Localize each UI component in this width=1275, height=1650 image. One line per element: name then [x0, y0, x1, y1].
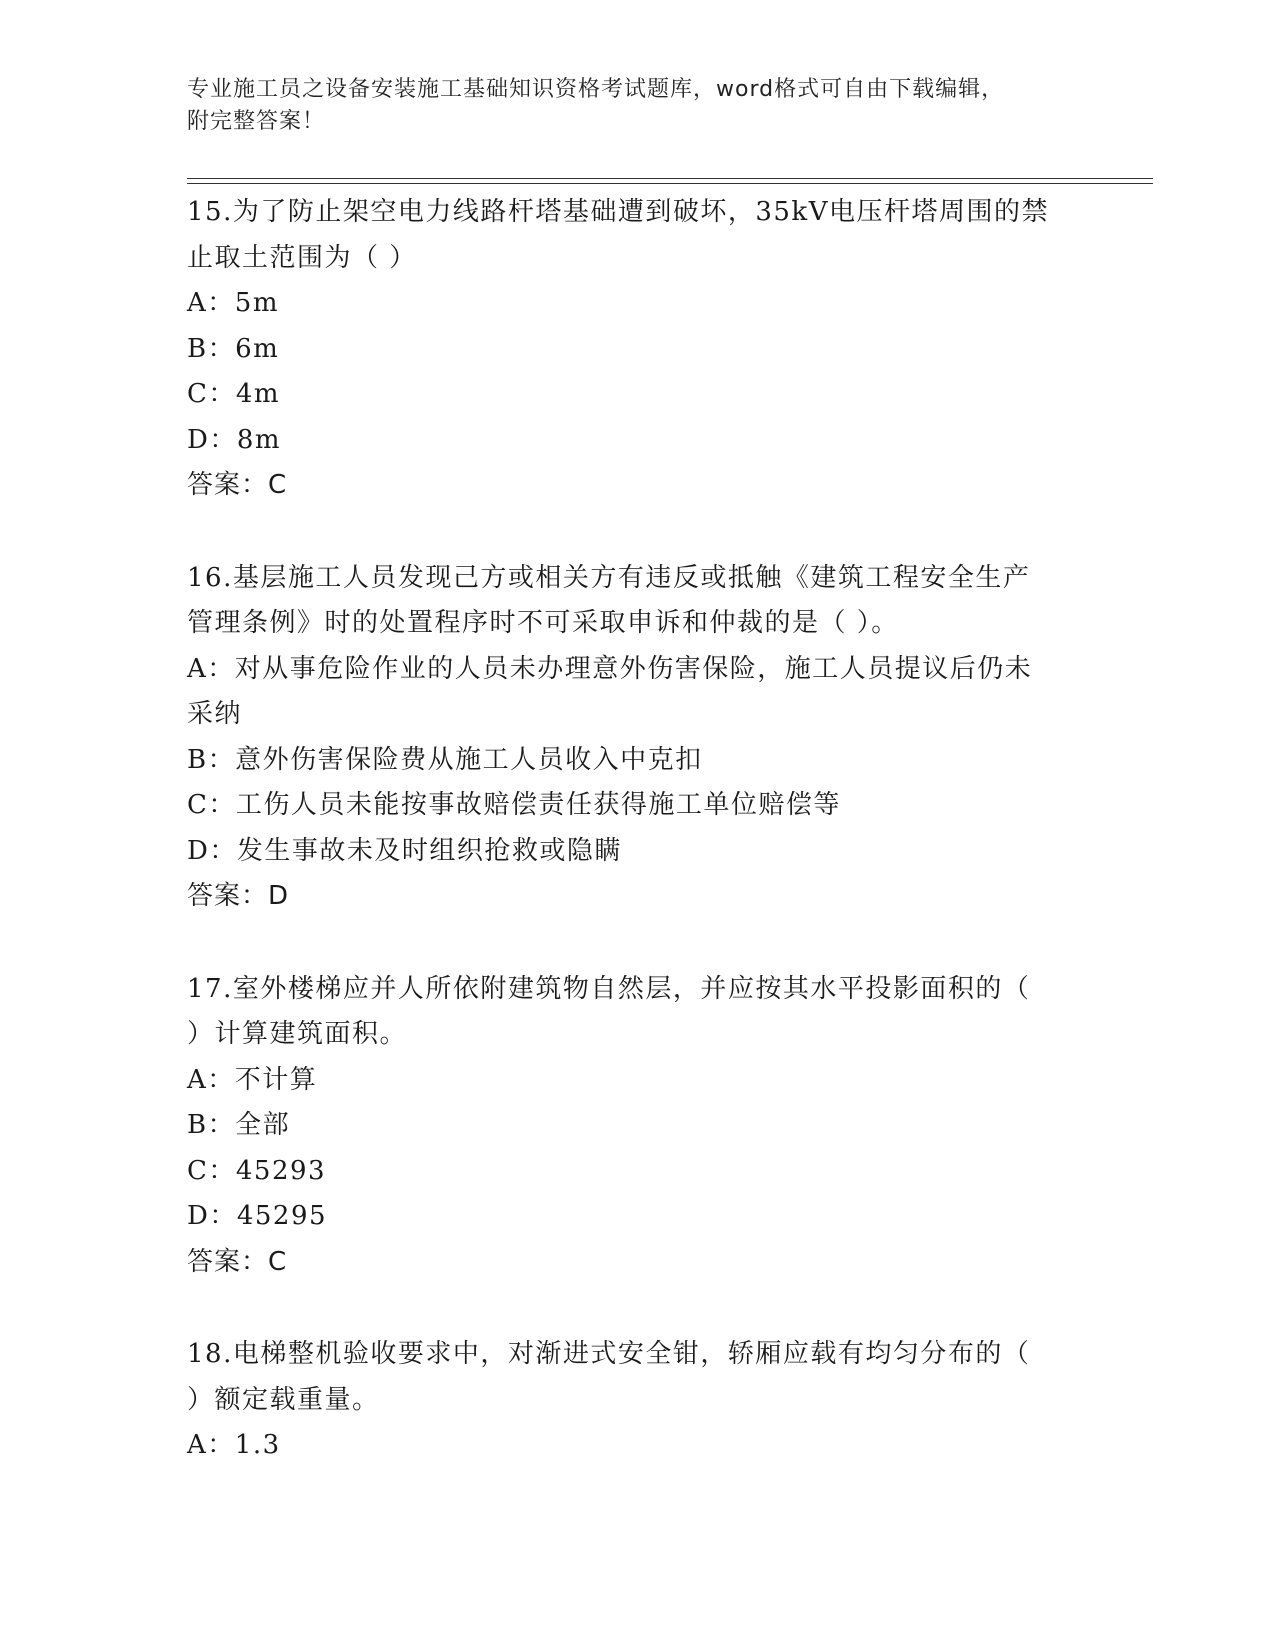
option-line: D：发生事故未及时组织抢救或隐瞒 — [187, 835, 622, 866]
question-spacer — [187, 1285, 1087, 1332]
option-line: B：意外伤害保险费从施工人员收入中克扣 — [187, 744, 703, 775]
answer-line: 答案：C — [187, 470, 288, 500]
question-item — [187, 967, 1087, 1286]
question-item — [187, 556, 1087, 920]
document-header — [187, 74, 1107, 138]
question-spacer — [187, 920, 1087, 967]
question-stem-line: 18.电梯整机验收要求中，对渐进式安全钳，轿厢应载有均匀分布的（ — [187, 1339, 1031, 1369]
option-line: C：45293 — [187, 1155, 327, 1186]
header-divider — [187, 178, 1153, 184]
question-list — [187, 190, 1087, 1469]
option-line: A：不计算 — [187, 1064, 318, 1095]
header-line-1: 专业施工员之设备安装施工基础知识资格考试题库，word格式可自由下载编辑， — [187, 77, 1005, 102]
question-stem-line: 16.基层施工人员发现己方或相关方有违反或抵触《建筑工程安全生产 — [187, 562, 1031, 593]
option-line: D：45295 — [187, 1201, 328, 1231]
question-spacer — [187, 509, 1087, 556]
question-stem-line: 管理条例》时的处置程序时不可采取申诉和仲裁的是（ ）。 — [187, 608, 899, 638]
header-line-2: 附完整答案！ — [187, 109, 326, 134]
option-line: A：1.3 — [187, 1430, 281, 1460]
question-item — [187, 1332, 1087, 1469]
question-item — [187, 190, 1087, 509]
question-stem-line: ）额定载重量。 — [187, 1384, 380, 1415]
option-line: B：全部 — [187, 1110, 291, 1140]
option-line: B：6m — [187, 333, 280, 364]
option-line: D：8m — [187, 424, 282, 455]
answer-line: 答案：C — [187, 1246, 288, 1277]
option-line: 采纳 — [187, 699, 243, 729]
question-stem-line: 17.室外楼梯应并人所依附建筑物自然层，并应按其水平投影面积的（ — [187, 973, 1031, 1004]
answer-line: 答案：D — [187, 881, 290, 911]
option-line: A：对从事危险作业的人员未办理意外伤害保险，施工人员提议后仍未 — [187, 653, 1033, 684]
option-line: C：4m — [187, 379, 281, 409]
question-stem-line: ）计算建筑面积。 — [187, 1019, 408, 1049]
option-line: A：5m — [187, 288, 279, 318]
question-stem-line: 止取土范围为（ ） — [187, 242, 417, 273]
question-stem-line: 15.为了防止架空电力线路杆塔基础遭到破坏，35kV电压杆塔周围的禁 — [187, 197, 1049, 227]
option-line: C：工伤人员未能按事故赔偿责任获得施工单位赔偿等 — [187, 790, 841, 820]
